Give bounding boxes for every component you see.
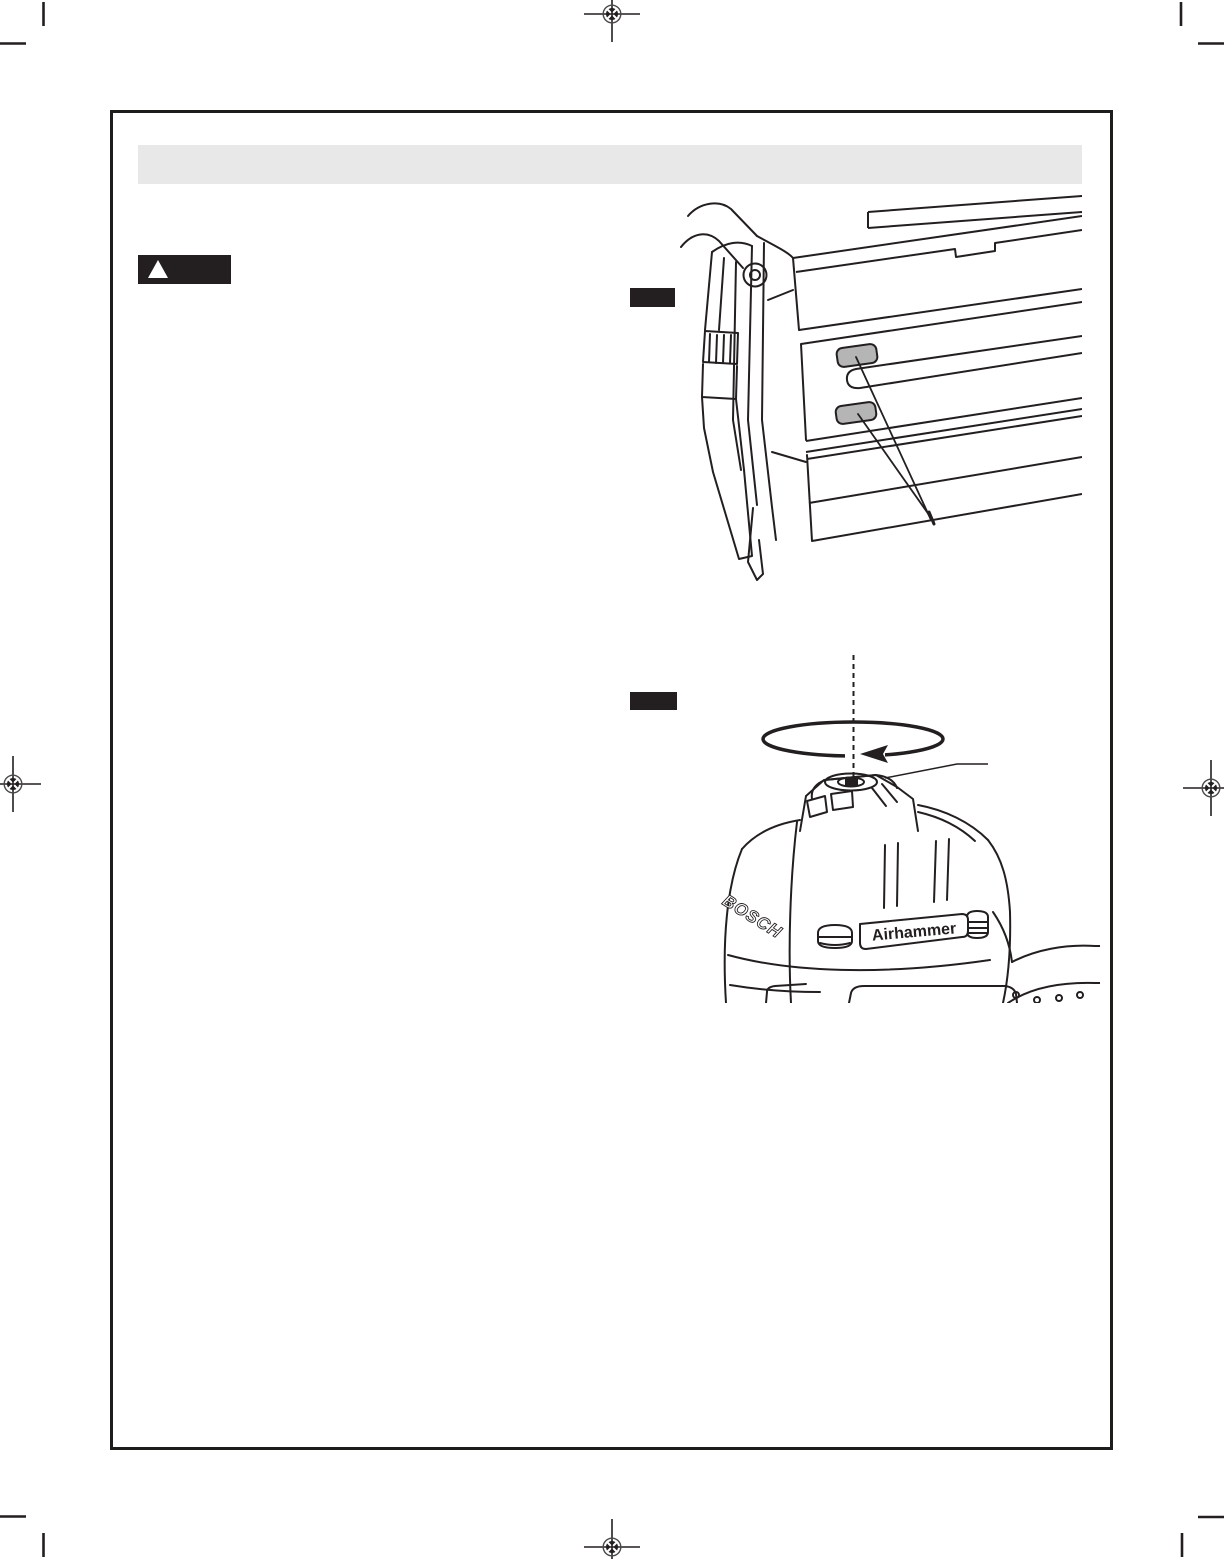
figure-2-tag <box>630 692 677 710</box>
section-header-bar <box>138 145 1082 184</box>
leader-line <box>885 764 988 778</box>
bosch-logo-text: BOSCH <box>719 890 786 943</box>
warning-label-box <box>138 255 231 284</box>
registration-target-icon <box>0 756 41 812</box>
airhammer-illustration <box>700 650 1100 1003</box>
warning-triangle-icon <box>148 260 168 278</box>
nailer-body-outline <box>681 203 812 580</box>
magazine-rails <box>793 196 1082 541</box>
highlight-pads <box>835 343 878 424</box>
highlight-pad <box>836 343 878 367</box>
registration-target-icon <box>1183 760 1224 816</box>
airhammer-label-text: Airhammer <box>871 920 957 945</box>
figure-1-tag <box>630 288 675 307</box>
registration-target-icon <box>584 1519 640 1559</box>
airhammer-body-outline <box>725 774 1100 1004</box>
nailer-illustration <box>680 190 1082 582</box>
highlight-pad <box>835 401 877 424</box>
registration-target-icon <box>584 0 640 42</box>
